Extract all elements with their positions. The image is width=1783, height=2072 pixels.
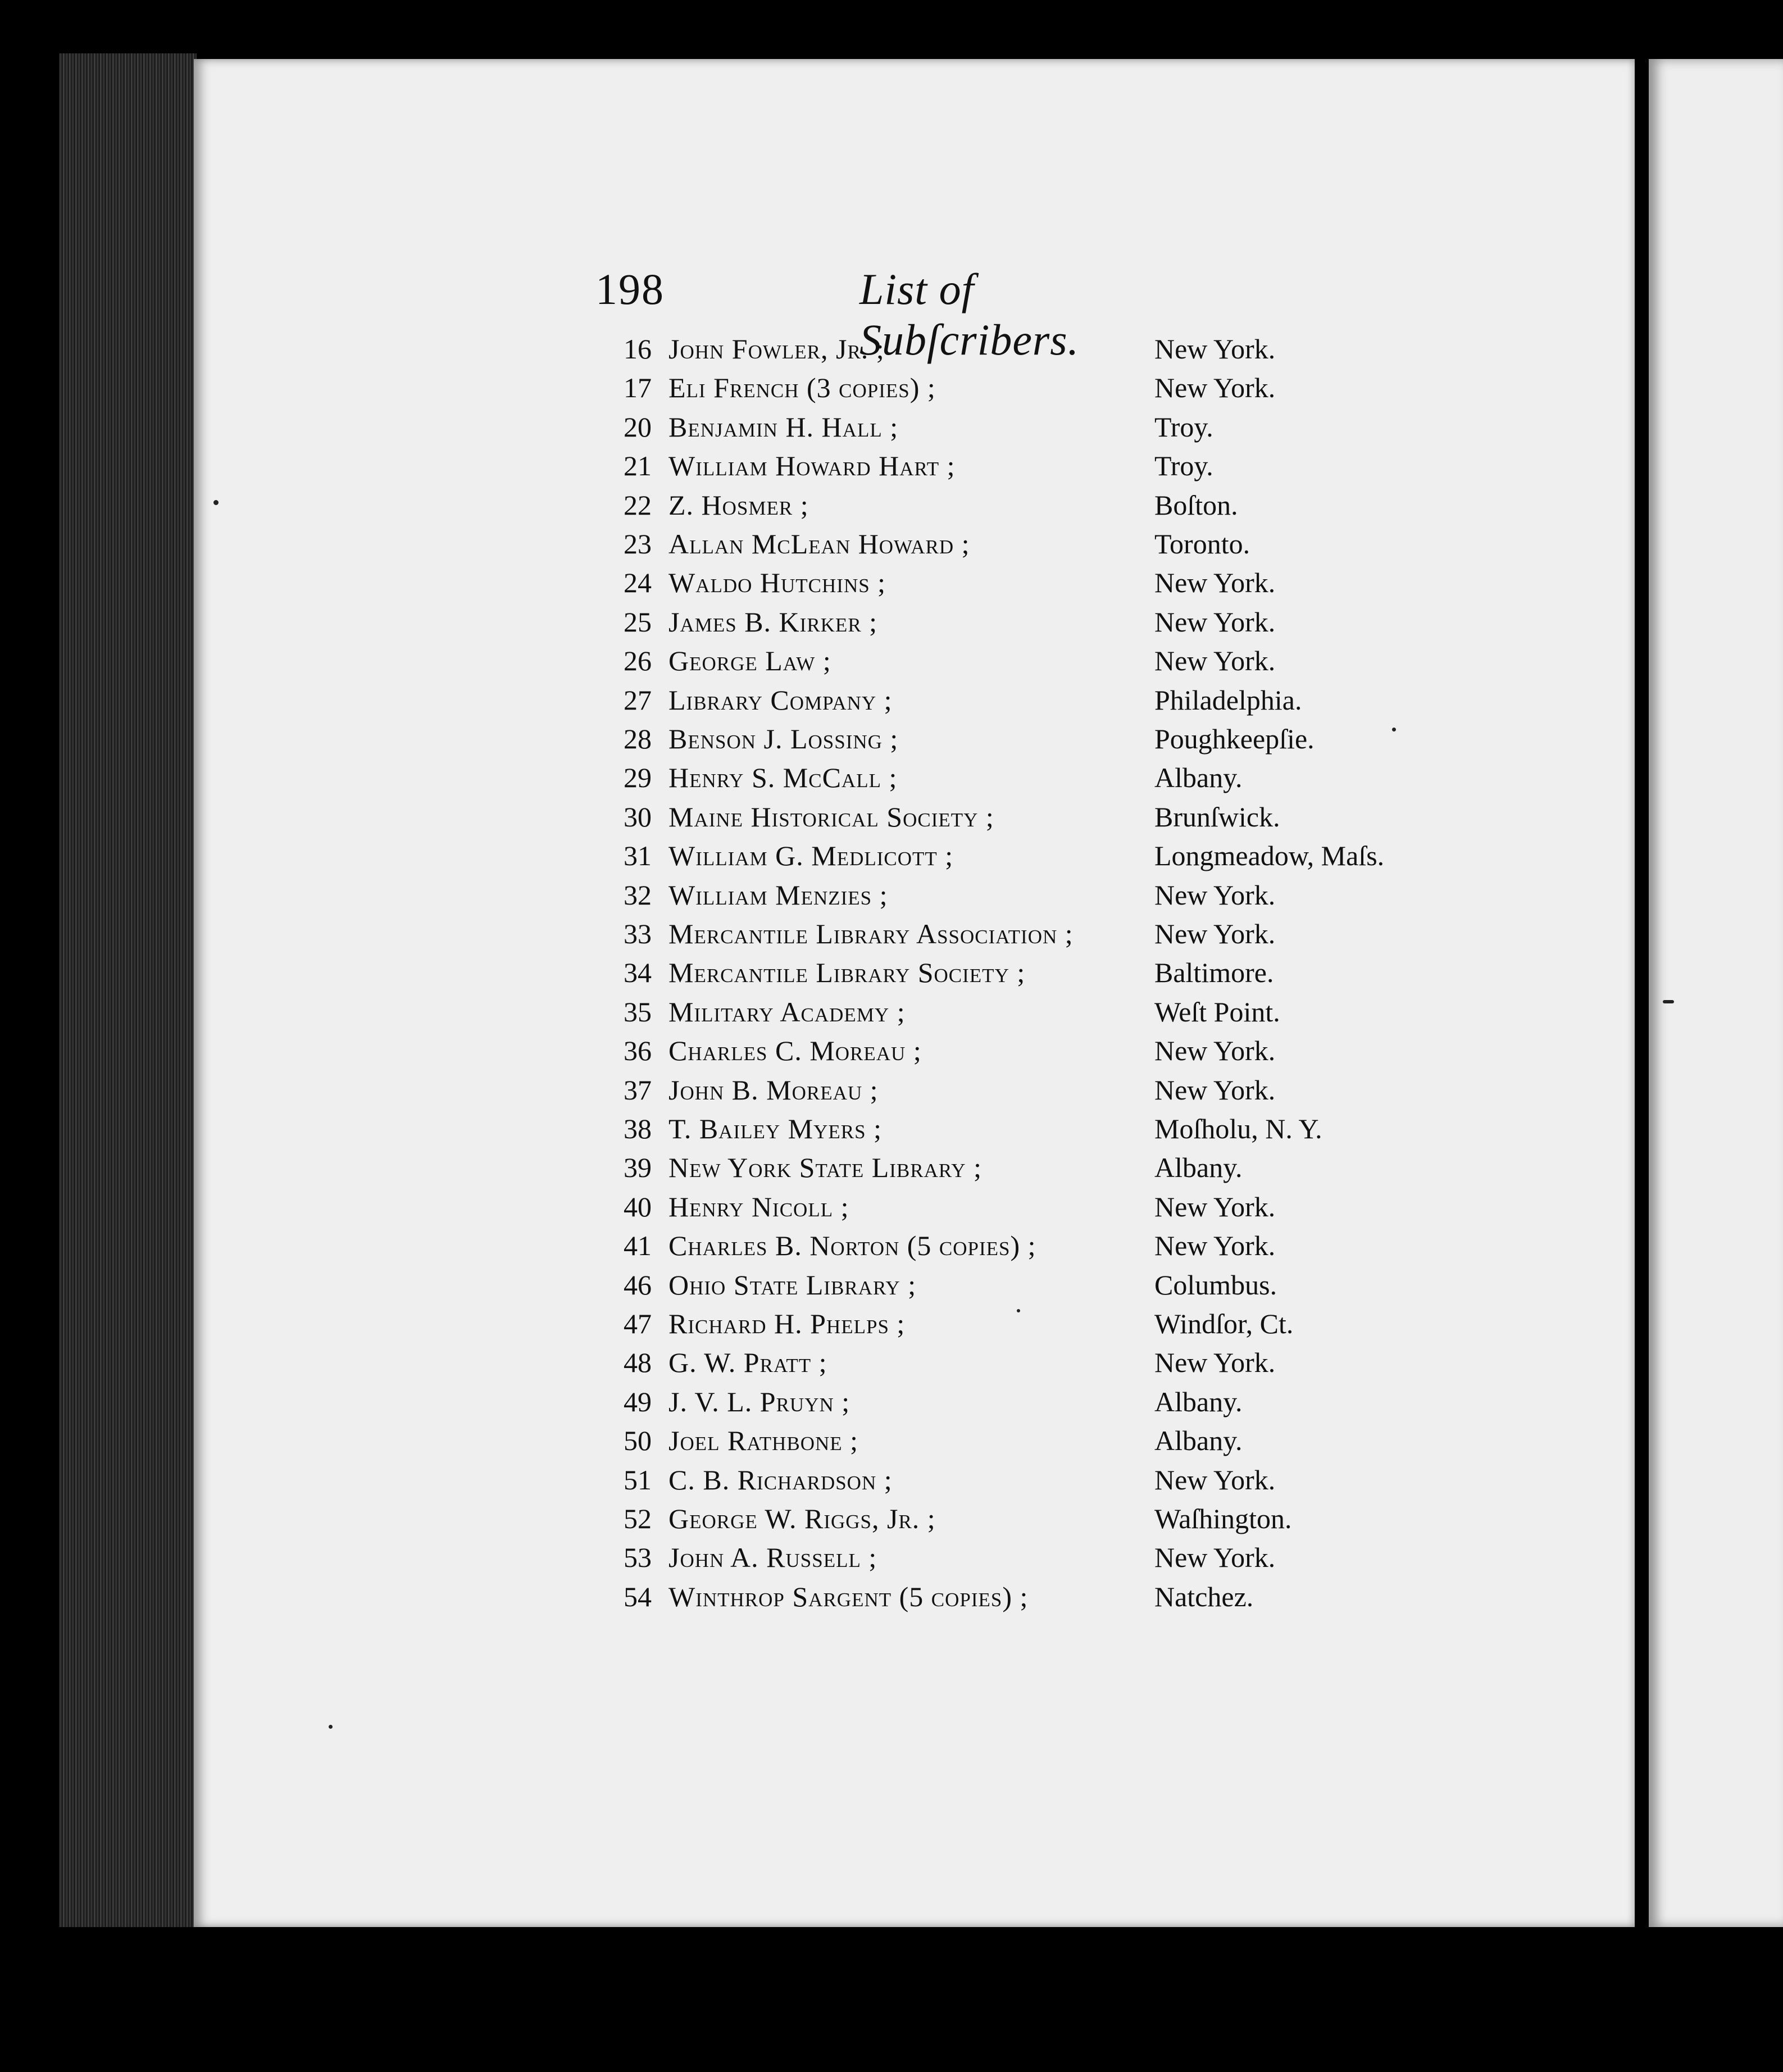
subscriber-entry bbox=[624, 993, 1421, 1030]
subscriber-name: Military Academy ; bbox=[668, 996, 906, 1028]
entry-number: 41 bbox=[624, 1230, 652, 1262]
subscriber-place: Baltimore. bbox=[1154, 957, 1274, 989]
entry-number: 52 bbox=[624, 1503, 652, 1534]
entry-number: 26 bbox=[624, 645, 652, 677]
entry-number: 46 bbox=[624, 1269, 652, 1301]
ink-speck bbox=[1392, 728, 1396, 731]
subscriber-place: New York. bbox=[1154, 567, 1276, 599]
subscriber-entry bbox=[624, 954, 1421, 991]
subscriber-place: New York. bbox=[1154, 1074, 1276, 1106]
subscriber-name: J. V. L. Pruyn ; bbox=[668, 1385, 850, 1417]
subscriber-name: George W. Riggs, Jr. ; bbox=[668, 1503, 936, 1534]
entry-number: 35 bbox=[624, 996, 652, 1028]
subscriber-entry bbox=[624, 1071, 1421, 1108]
subscriber-entry bbox=[624, 525, 1421, 562]
subscriber-place: Longmeadow, Maſs. bbox=[1154, 840, 1385, 872]
subscriber-name: New York State Library ; bbox=[668, 1152, 982, 1184]
subscriber-entry bbox=[624, 1500, 1421, 1537]
subscriber-entry bbox=[624, 1422, 1421, 1459]
subscriber-name: Library Company ; bbox=[668, 684, 893, 716]
subscriber-name: William G. Medlicott ; bbox=[668, 840, 954, 872]
entry-number: 23 bbox=[624, 528, 652, 560]
entry-number: 36 bbox=[624, 1035, 652, 1067]
entry-number: 32 bbox=[624, 879, 652, 911]
subscriber-name: T. Bailey Myers ; bbox=[668, 1113, 882, 1144]
subscriber-place: New York. bbox=[1154, 1230, 1276, 1262]
entry-number: 24 bbox=[624, 567, 652, 599]
subscriber-name: C. B. Richardson ; bbox=[668, 1464, 893, 1496]
subscriber-entry bbox=[624, 1344, 1421, 1381]
entry-number: 28 bbox=[624, 723, 652, 755]
entry-number: 40 bbox=[624, 1191, 652, 1223]
subscriber-name: Henry S. McCall ; bbox=[668, 762, 898, 794]
subscriber-place: Boſton. bbox=[1154, 489, 1238, 521]
subscriber-place: Brunſwick. bbox=[1154, 801, 1280, 833]
subscriber-entry bbox=[624, 1383, 1421, 1420]
subscriber-name: Allan McLean Howard ; bbox=[668, 528, 970, 560]
entry-number: 21 bbox=[624, 450, 652, 482]
entry-number: 51 bbox=[624, 1464, 652, 1496]
subscriber-place: New York. bbox=[1154, 372, 1276, 404]
subscriber-place: Albany. bbox=[1154, 1152, 1243, 1184]
subscriber-place: New York. bbox=[1154, 333, 1276, 365]
subscriber-place: Windſor, Ct. bbox=[1154, 1308, 1294, 1339]
page-number: 198 bbox=[595, 265, 665, 313]
ink-speck bbox=[213, 500, 219, 505]
subscriber-place: New York. bbox=[1154, 1542, 1276, 1574]
page-title: List of Subſcribers. bbox=[859, 265, 1080, 364]
subscriber-place: Troy. bbox=[1154, 411, 1213, 443]
entry-number: 27 bbox=[624, 684, 652, 716]
subscriber-name: Ohio State Library ; bbox=[668, 1269, 917, 1301]
entry-number: 25 bbox=[624, 606, 652, 638]
subscriber-name: Henry Nicoll ; bbox=[668, 1191, 849, 1223]
subscriber-name: Richard H. Phelps ; bbox=[668, 1308, 906, 1339]
entry-number: 38 bbox=[624, 1113, 652, 1144]
subscriber-name: John B. Moreau ; bbox=[668, 1074, 879, 1106]
entry-number: 39 bbox=[624, 1152, 652, 1184]
subscriber-entry bbox=[624, 603, 1421, 640]
ink-speck bbox=[1663, 1000, 1674, 1003]
subscriber-entry bbox=[624, 564, 1421, 601]
subscriber-place: Albany. bbox=[1154, 762, 1243, 794]
subscriber-entry bbox=[624, 487, 1421, 524]
subscriber-entry bbox=[624, 681, 1421, 719]
entry-number: 29 bbox=[624, 762, 652, 794]
subscriber-place: New York. bbox=[1154, 1347, 1276, 1379]
subscriber-name: Charles C. Moreau ; bbox=[668, 1035, 922, 1067]
entry-number: 48 bbox=[624, 1347, 652, 1379]
subscriber-entry bbox=[624, 720, 1421, 757]
subscriber-name: Charles B. Norton (5 copies) ; bbox=[668, 1230, 1036, 1262]
entry-number: 34 bbox=[624, 957, 652, 989]
ink-speck bbox=[329, 1725, 333, 1729]
subscriber-entry bbox=[624, 369, 1421, 406]
subscriber-name: John Fowler, Jr. ; bbox=[668, 333, 885, 365]
subscriber-name: Joel Rathbone ; bbox=[668, 1425, 859, 1457]
subscriber-place: Philadelphia. bbox=[1154, 684, 1302, 716]
subscriber-place: Weſt Point. bbox=[1154, 996, 1280, 1028]
subscriber-entry bbox=[624, 759, 1421, 796]
entry-number: 22 bbox=[624, 489, 652, 521]
subscriber-name: Winthrop Sargent (5 copies) ; bbox=[668, 1580, 1029, 1612]
subscriber-entry bbox=[624, 915, 1421, 952]
subscriber-place: New York. bbox=[1154, 606, 1276, 638]
subscriber-name: Benjamin H. Hall ; bbox=[668, 411, 899, 443]
facing-page bbox=[1649, 59, 1783, 1927]
subscriber-entry bbox=[624, 1578, 1421, 1615]
subscriber-name: George Law ; bbox=[668, 645, 831, 677]
subscriber-place: Toronto. bbox=[1154, 528, 1250, 560]
subscriber-place: Troy. bbox=[1154, 450, 1213, 482]
entry-number: 49 bbox=[624, 1385, 652, 1417]
subscriber-name: Mercantile Library Society ; bbox=[668, 957, 1026, 989]
subscriber-name: Maine Historical Society ; bbox=[668, 801, 994, 833]
subscriber-place: New York. bbox=[1154, 645, 1276, 677]
subscriber-entry bbox=[624, 447, 1421, 484]
entry-number: 17 bbox=[624, 372, 652, 404]
subscriber-place: New York. bbox=[1154, 1035, 1276, 1067]
subscriber-entry bbox=[624, 408, 1421, 446]
subscriber-place: New York. bbox=[1154, 1464, 1276, 1496]
entry-number: 37 bbox=[624, 1074, 652, 1106]
subscriber-entry bbox=[624, 1032, 1421, 1069]
subscriber-entry bbox=[624, 1305, 1421, 1342]
subscriber-list bbox=[624, 330, 1421, 1623]
subscriber-place: Albany. bbox=[1154, 1425, 1243, 1457]
subscriber-entry bbox=[624, 1266, 1421, 1303]
subscriber-name: Mercantile Library Association ; bbox=[668, 918, 1074, 949]
entry-number: 16 bbox=[624, 333, 652, 365]
subscriber-entry bbox=[624, 642, 1421, 679]
subscriber-entry bbox=[624, 330, 1421, 367]
subscriber-place: Albany. bbox=[1154, 1385, 1243, 1417]
subscriber-place: Columbus. bbox=[1154, 1269, 1277, 1301]
subscriber-name: Waldo Hutchins ; bbox=[668, 567, 886, 599]
subscriber-entry bbox=[624, 1539, 1421, 1576]
entry-number: 20 bbox=[624, 411, 652, 443]
subscriber-entry bbox=[624, 1110, 1421, 1147]
entry-number: 54 bbox=[624, 1580, 652, 1612]
subscriber-entry bbox=[624, 798, 1421, 835]
subscriber-name: William Menzies ; bbox=[668, 879, 888, 911]
entry-number: 47 bbox=[624, 1308, 652, 1339]
book-page-edges bbox=[59, 53, 197, 1927]
subscriber-entry bbox=[624, 876, 1421, 914]
subscriber-name: William Howard Hart ; bbox=[668, 450, 956, 482]
subscriber-place: Natchez. bbox=[1154, 1580, 1254, 1612]
subscriber-place: New York. bbox=[1154, 1191, 1276, 1223]
subscriber-entry bbox=[624, 1149, 1421, 1186]
subscriber-place: New York. bbox=[1154, 918, 1276, 949]
ink-speck bbox=[1017, 1309, 1020, 1312]
subscriber-name: G. W. Pratt ; bbox=[668, 1347, 827, 1379]
entry-number: 33 bbox=[624, 918, 652, 949]
subscriber-place: New York. bbox=[1154, 879, 1276, 911]
subscriber-place: Poughkeepſie. bbox=[1154, 723, 1314, 755]
subscriber-name: Benson J. Lossing ; bbox=[668, 723, 899, 755]
subscriber-name: Z. Hosmer ; bbox=[668, 489, 809, 521]
entry-number: 31 bbox=[624, 840, 652, 872]
subscriber-entry bbox=[624, 1461, 1421, 1498]
subscriber-place: Moſholu, N. Y. bbox=[1154, 1113, 1322, 1144]
entry-number: 53 bbox=[624, 1542, 652, 1574]
subscriber-entry bbox=[624, 1227, 1421, 1264]
subscriber-name: James B. Kirker ; bbox=[668, 606, 878, 638]
subscriber-entry bbox=[624, 1188, 1421, 1225]
subscriber-place: Waſhington. bbox=[1154, 1503, 1292, 1534]
subscriber-name: Eli French (3 copies) ; bbox=[668, 372, 936, 404]
entry-number: 50 bbox=[624, 1425, 652, 1457]
subscriber-entry bbox=[624, 837, 1421, 874]
entry-number: 30 bbox=[624, 801, 652, 833]
subscriber-name: John A. Russell ; bbox=[668, 1542, 877, 1574]
